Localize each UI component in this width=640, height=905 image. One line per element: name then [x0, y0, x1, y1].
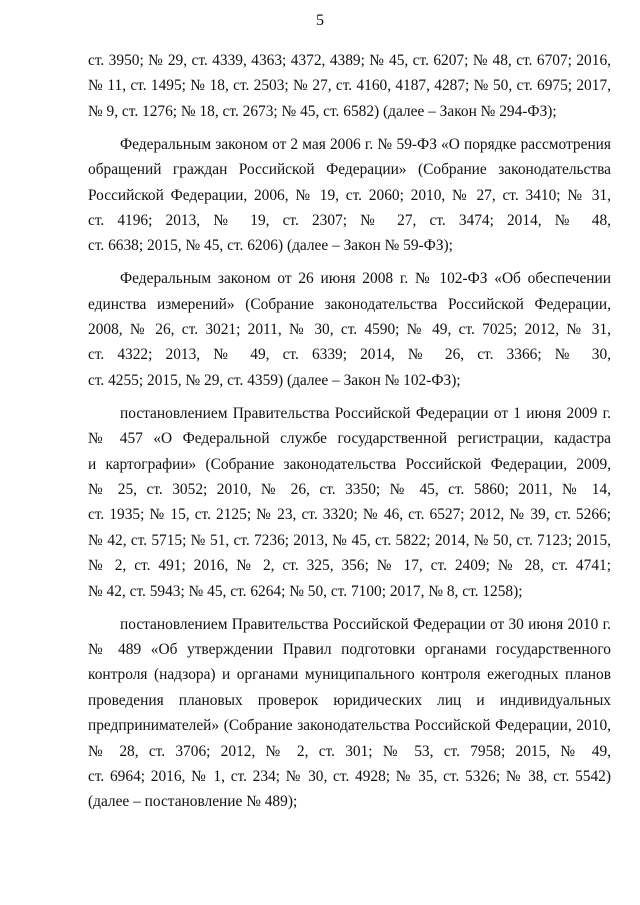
- text-line: (далее – постановление № 489);: [88, 793, 298, 811]
- text-line: и картографии» (Собрание законодательства Российской Федерации, 2009,: [88, 455, 611, 473]
- text-line: ст. 6638; 2015, № 45, ст. 6206) (далее – Закон № 59-ФЗ);: [88, 237, 453, 255]
- text-line: Федеральным законом от 2 мая 2006 г. № 59-ФЗ «О порядке рассмотрения: [120, 135, 611, 153]
- text-line: ст. 4322; 2013, № 49, ст. 6339; 2014, № 26, ст. 3366; № 30,: [88, 346, 611, 364]
- text-line: ст. 1935; № 15, ст. 2125; № 23, ст. 3320; № 46, ст. 6527; 2012, № 39, ст. 5266;: [88, 506, 611, 524]
- paragraph: [88, 132, 611, 259]
- paragraph: [88, 48, 611, 124]
- text-line: 2008, № 26, ст. 3021; 2011, № 30, ст. 4590; № 49, ст. 7025; 2012, № 31,: [88, 321, 611, 339]
- document-body: [88, 48, 611, 822]
- text-line: № 2, ст. 491; 2016, № 2, ст. 325, 356; № 17, ст. 2409; № 28, ст. 4741;: [88, 557, 611, 575]
- text-line: № 9, ст. 1276; № 18, ст. 2673; № 45, ст. 6582) (далее – Закон № 294-ФЗ);: [88, 102, 557, 120]
- text-line: № 457 «О Федеральной службе государственной регистрации, кадастра: [88, 430, 611, 448]
- text-line: постановлением Правительства Российской Федерации от 1 июня 2009 г.: [120, 404, 611, 422]
- text-line: постановлением Правительства Российской Федерации от 30 июня 2010 г.: [120, 615, 611, 633]
- text-line: № 42, ст. 5943; № 45, ст. 6264; № 50, ст. 7100; 2017, № 8, ст. 1258);: [88, 582, 523, 600]
- text-line: ст. 6964; 2016, № 1, ст. 234; № 30, ст. 4928; № 35, ст. 5326; № 38, ст. 5542): [88, 767, 611, 785]
- text-line: контроля (надзора) и органами муниципального контроля ежегодных планов: [88, 666, 611, 684]
- paragraph: [88, 266, 611, 393]
- text-line: ст. 4196; 2013, № 19, ст. 2307; № 27, ст. 3474; 2014, № 48,: [88, 211, 611, 229]
- text-line: № 489 «Об утверждении Правил подготовки органами государственного: [88, 640, 611, 658]
- page-number: 5: [316, 12, 324, 29]
- text-line: Российской Федерации, 2006, № 19, ст. 2060; 2010, № 27, ст. 3410; № 31,: [88, 186, 611, 204]
- text-line: предпринимателей» (Собрание законодательства Российской Федерации, 2010,: [88, 717, 611, 735]
- text-line: № 42, ст. 5715; № 51, ст. 7236; 2013, № 45, ст. 5822; 2014, № 50, ст. 7123; 2015,: [88, 531, 611, 549]
- paragraph: [88, 401, 611, 604]
- text-line: обращений граждан Российской Федерации» (Собрание законодательства: [88, 161, 611, 179]
- text-line: единства измерений» (Собрание законодательства Российской Федерации,: [88, 295, 611, 313]
- text-line: № 11, ст. 1495; № 18, ст. 2503; № 27, ст. 4160, 4187, 4287; № 50, ст. 6975; 2017,: [88, 77, 611, 95]
- text-line: № 28, ст. 3706; 2012, № 2, ст. 301; № 53, ст. 7958; 2015, № 49,: [88, 742, 611, 760]
- paragraph: [88, 612, 611, 815]
- text-line: Федеральным законом от 26 июня 2008 г. № 102-ФЗ «Об обеспечении: [120, 270, 611, 288]
- text-line: № 25, ст. 3052; 2010, № 26, ст. 3350; № 45, ст. 5860; 2011, № 14,: [88, 481, 611, 499]
- text-line: проведения плановых проверок юридических лиц и индивидуальных: [88, 691, 611, 709]
- text-line: ст. 3950; № 29, ст. 4339, 4363; 4372, 4389; № 45, ст. 6207; № 48, ст. 6707; 2016,: [88, 52, 611, 69]
- text-line: ст. 4255; 2015, № 29, ст. 4359) (далее – Закон № 102-ФЗ);: [88, 371, 461, 389]
